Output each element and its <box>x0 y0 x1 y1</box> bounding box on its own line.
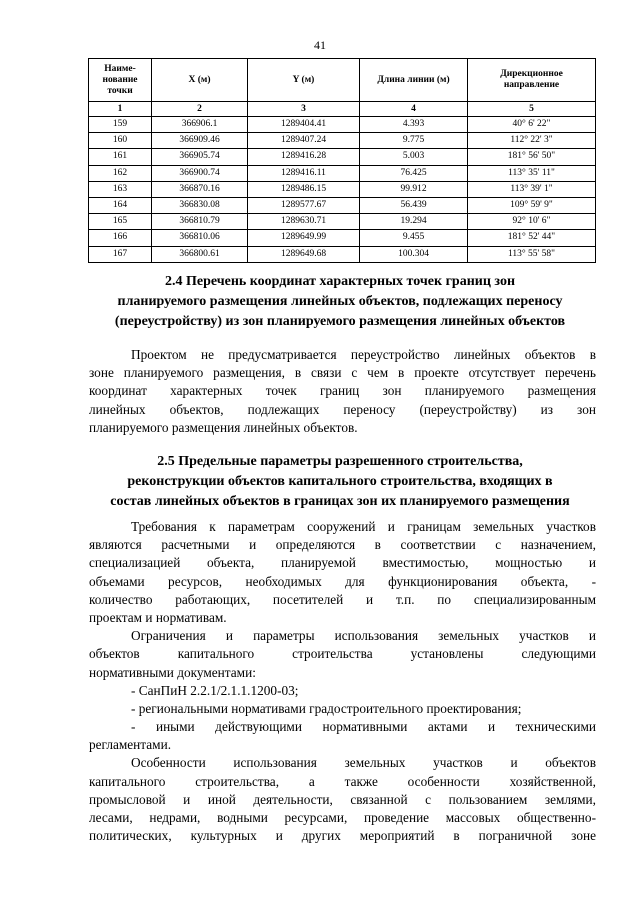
table-cell: 113° 55' 58" <box>468 246 596 262</box>
table-row <box>89 214 596 230</box>
table-row <box>89 246 596 262</box>
table-cell: 366905.74 <box>152 149 248 165</box>
table-row <box>89 117 596 133</box>
table-row <box>89 133 596 149</box>
table-cell: 366900.74 <box>152 165 248 181</box>
table-row <box>89 181 596 197</box>
table-row <box>89 149 596 165</box>
header-point-name: Наиме- нование точки <box>89 59 152 102</box>
table-cell: 181° 52' 44" <box>468 230 596 246</box>
column-number-row <box>89 102 596 117</box>
table-cell: 9.455 <box>360 230 468 246</box>
table-cell: 366870.16 <box>152 181 248 197</box>
table-cell: 167 <box>89 246 152 262</box>
column-number: 5 <box>468 102 596 117</box>
table-row <box>89 165 596 181</box>
column-number: 3 <box>248 102 360 117</box>
table-cell: 56.439 <box>360 197 468 213</box>
header-direction: Дирекционное направление <box>468 59 596 102</box>
table-cell: 366909.46 <box>152 133 248 149</box>
column-number: 4 <box>360 102 468 117</box>
table-cell: 112° 22' 3" <box>468 133 596 149</box>
section-2-4-paragraph: Проектом не предусматривается переустройство линейных объектов в зоне планируемого размещения, в связи с чем в проекте отсутствует перечень координат характерных точек границ зон планируемого размещения линейных объектов, подлежащих переносу (переустройству) из зон планируемого размещения линейных объектов. <box>89 347 596 435</box>
table-cell: 19.294 <box>360 214 468 230</box>
coordinates-table <box>88 58 596 263</box>
table-cell: 113° 39' 1" <box>468 181 596 197</box>
table-cell: 366906.1 <box>152 117 248 133</box>
table-cell: 113° 35' 11" <box>468 165 596 181</box>
table-cell: 5.003 <box>360 149 468 165</box>
column-number: 2 <box>152 102 248 117</box>
table-cell: 1289404.41 <box>248 117 360 133</box>
table-cell: 76.425 <box>360 165 468 181</box>
table-cell: 166 <box>89 230 152 246</box>
table-cell: 1289486.15 <box>248 181 360 197</box>
header-y: Y (м) <box>248 59 360 102</box>
section-2-4-heading: 2.4 Перечень координат характерных точек границ зон планируемого размещения линейных объектов, подлежащих переносу (переустройству) из зон планируемого размещения линейных объектов <box>114 274 566 329</box>
table-cell: 4.393 <box>360 117 468 133</box>
table-cell: 1289416.11 <box>248 165 360 181</box>
table-cell: 1289649.68 <box>248 246 360 262</box>
table-cell: 109° 59' 9" <box>468 197 596 213</box>
table-cell: 366810.06 <box>152 230 248 246</box>
table-cell: 165 <box>89 214 152 230</box>
table-header-row <box>89 59 596 102</box>
table-row <box>89 230 596 246</box>
table-cell: 92° 10' 6" <box>468 214 596 230</box>
table-cell: 99.912 <box>360 181 468 197</box>
table-cell: 366810.79 <box>152 214 248 230</box>
table-cell: 163 <box>89 181 152 197</box>
table-cell: 100.304 <box>360 246 468 262</box>
table-cell: 160 <box>89 133 152 149</box>
table-cell: 1289649.99 <box>248 230 360 246</box>
table-cell: 159 <box>89 117 152 133</box>
table-cell: 1289630.71 <box>248 214 360 230</box>
page-number: 41 <box>314 38 326 52</box>
section-2-5-heading: 2.5 Предельные параметры разрешенного строительства, реконструкции объектов капитального строительства, входящих в состав линейных объектов в границах зон их планируемого размещения <box>110 454 570 509</box>
column-number: 1 <box>89 102 152 117</box>
header-x: X (м) <box>152 59 248 102</box>
table-cell: 366830.08 <box>152 197 248 213</box>
table-cell: 181° 56' 50" <box>468 149 596 165</box>
table-cell: 9.775 <box>360 133 468 149</box>
section-2-5-body: Требования к параметрам сооружений и границам земельных участков являются расчетными и определяются в соответствии с назначением, специализацией объекта, планируемой вместимостью, мощностью и объемами ресурсов, необходимых для функционирования объекта, - количество работающих, посетителей и т.п. по специализированным проектам и нормативам. Ограничения и параметры использования земельных участков и объектов капитального строительства установлены следующими нормативными документами: - СанПиН 2.2.1/2.1.1.1200-03; - региональными нормативами градостроительного проектирования; - иными действующими нормативными актами и техническими регламентами. Особенности использования земельных участков и объектов капитального строительства, а также особенности хозяйственной, промысловой и иной деятельности, связанной с пользованием землями, лесами, недрами, водными ресурсами, проведение массовых общественно- политических, культурных и других мероприятий в пограничной зоне <box>89 519 596 844</box>
table-row <box>89 197 596 213</box>
table-cell: 40° 6' 22" <box>468 117 596 133</box>
table-cell: 161 <box>89 149 152 165</box>
table-cell: 1289416.28 <box>248 149 360 165</box>
table-cell: 1289577.67 <box>248 197 360 213</box>
table-cell: 1289407.24 <box>248 133 360 149</box>
table-cell: 366800.61 <box>152 246 248 262</box>
header-line-length: Длина линии (м) <box>360 59 468 102</box>
table-cell: 164 <box>89 197 152 213</box>
table-cell: 162 <box>89 165 152 181</box>
